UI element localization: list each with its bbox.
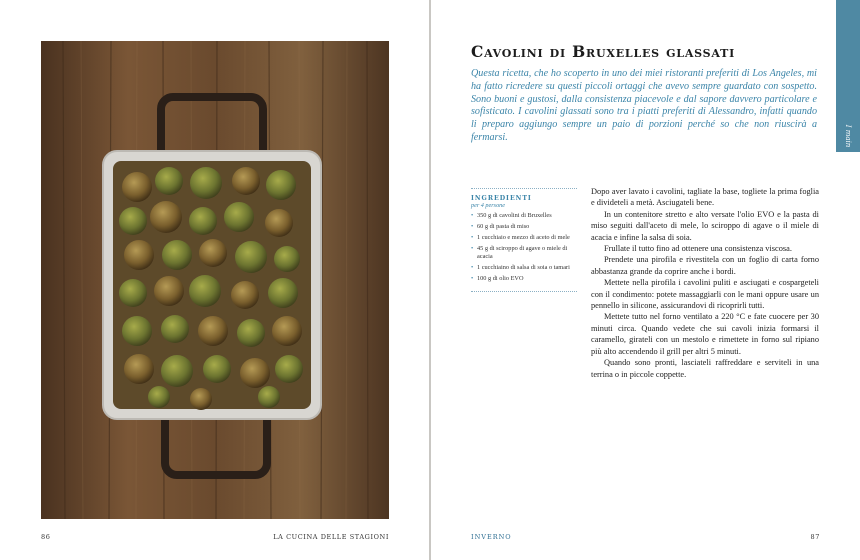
ingredient-item: • 350 g di cavolini di Bruxelles	[471, 212, 577, 220]
ingredient-item: • 60 g di pasta di miso	[471, 223, 577, 231]
ingredient-item: • 1 cucchiaino di salsa di soia o tamari	[471, 264, 577, 272]
ingredient-item: • 1 cucchiaio e mezzo di aceto di mele	[471, 234, 577, 242]
method-paragraph: Prendete una pirofila e rivestitela con un foglio di carta forno abbastanza grande da coprire anche i bordi.	[591, 255, 819, 276]
section-tab-label: I main	[844, 124, 852, 148]
ingredient-item: • 100 g di olio EVO	[471, 275, 577, 283]
ingredients-heading: INGREDIENTI	[471, 195, 532, 202]
method-paragraph: In un contenitore stretto e alto versate l'olio EVO e la pasta di miso seguiti dall'aceto di mele, lo sciroppo di agave o il miele di acacia e infine la salsa di soia.	[591, 209, 819, 242]
method-paragraph: Mettete nella pirofila i cavolini puliti e asciugati e cospargeteli con il condimento: potete massaggiarli con le mani oppure usare un pennello in silicone, assicurandovi di ricoprirli tutti.	[591, 278, 819, 311]
left-page-number: 86	[41, 533, 51, 541]
ingredient-item: • 45 g di sciroppo di agave o miele di acacia	[471, 245, 577, 262]
servings-label: per 4 persone	[471, 202, 506, 209]
section-label: INVERNO	[471, 533, 512, 541]
recipe-photo	[41, 41, 389, 519]
method-paragraph: Quando sono pronti, lasciateli raffreddare e serviteli in una terrina o in piccole coppette.	[591, 358, 819, 379]
right-page-number: 87	[810, 533, 820, 541]
brussels-sprouts-photo	[41, 41, 389, 519]
section-tab	[836, 0, 860, 152]
method-paragraph: Mettete tutto nel forno ventilato a 220 °C e fate cuocere per 30 minuti circa. Quando vedete che sui cavoli inizia formarsi il caramello, girateli con un mestolo e rimettete in forno sul ripiano più alto accendendo il grill per altri 5 minuti.	[591, 312, 819, 356]
ingredients-list	[471, 212, 577, 283]
method-text	[591, 186, 819, 380]
running-title: LA CUCINA DELLE STAGIONI	[273, 533, 389, 541]
recipe-title: Cavolini di Bruxelles glassati	[471, 42, 736, 61]
ingredients-box	[471, 188, 577, 292]
right-page	[431, 0, 860, 560]
method-paragraph: Dopo aver lavato i cavolini, tagliate la base, togliete la prima foglia e divideteli a metà. Asciugateli bene.	[591, 187, 819, 208]
method-paragraph: Frullate il tutto fino ad ottenere una consistenza viscosa.	[604, 244, 792, 254]
recipe-intro: Questa ricetta, che ho scoperto in uno dei miei ristoranti preferiti di Los Angeles, mi ha fatto ricredere su questi piccoli ortaggi che avevo sempre guardato con sospetto. Sono buoni e gustosi, dalla consistenza piacevole e dal sapore davvero particolare e sofisticato. I cavolini glassati sono tra i piatti preferiti di Alessandro, infatti quando li preparo aggiungo sempre un paio di porzioni perché so che non riuscirà a fermarsi.	[471, 68, 817, 143]
left-page	[0, 0, 429, 560]
